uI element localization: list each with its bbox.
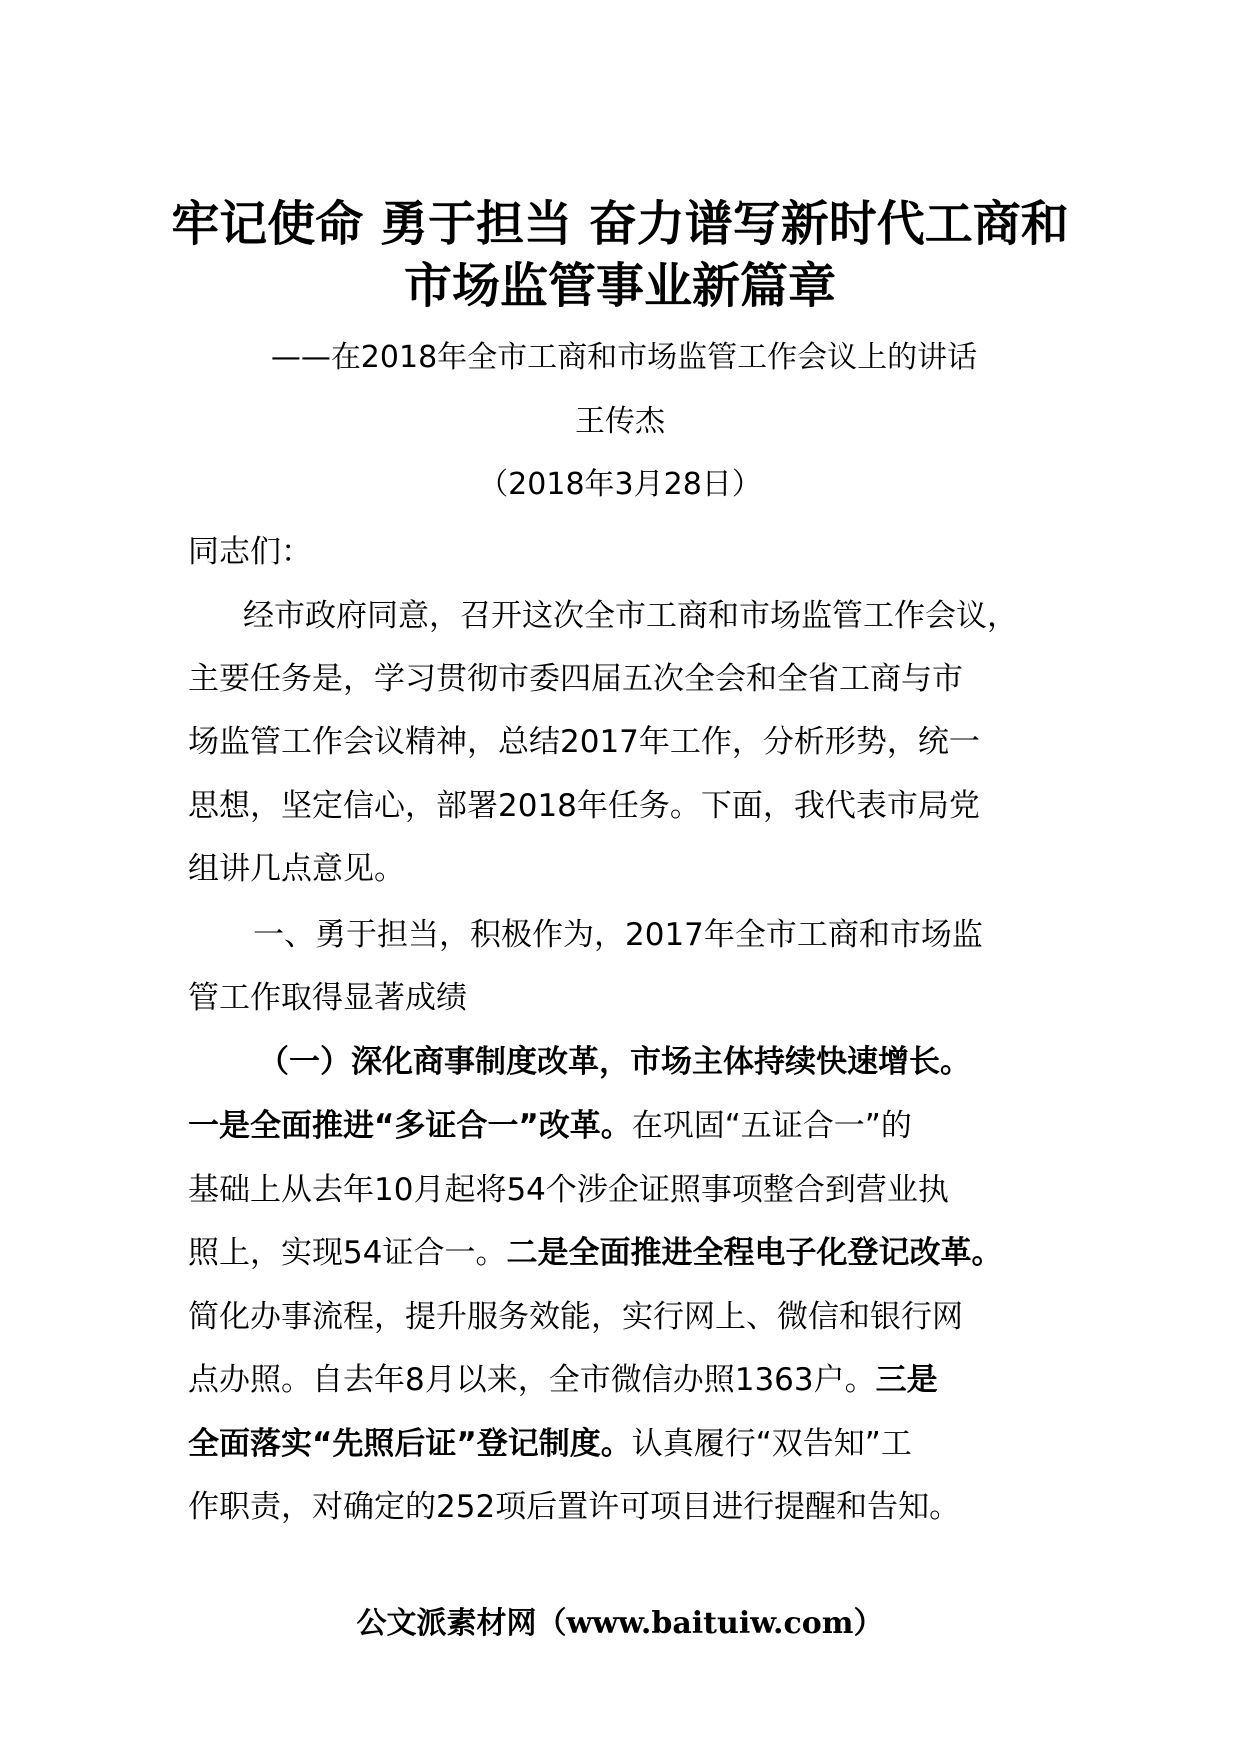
paragraph-line: 经市政府同意，召开这次全市工商和市场监管工作会议，: [243, 598, 1018, 634]
paragraph-line: [188, 1231, 1002, 1275]
paragraph-line: 思想，坚定信心，部署2018年任务。下面，我代表市局党: [188, 788, 980, 824]
author-name: 王传杰: [575, 404, 665, 439]
speech-date: （2018年3月28日）: [478, 467, 762, 502]
paragraph-line: 作职责，对确定的252项后置许可项目进行提醒和告知。: [188, 1489, 961, 1525]
paragraph-line: [188, 1422, 912, 1466]
document-title-line-1: 牢记使命 勇于担当 奋力谱写新时代工商和: [171, 196, 1069, 252]
paragraph-line: 场监管工作会议精神，总结2017年工作，分析形势，统一: [188, 724, 980, 760]
paragraph-text: 点办照。自去年8月以来，全市微信办照1363户。: [188, 1362, 876, 1398]
document-title-line-2: 市场监管事业新篇章: [403, 258, 836, 314]
bold-point-1: 一是全面推进“多证合一”改革。: [188, 1108, 632, 1144]
document-subtitle: ——在2018年全市工商和市场监管工作会议上的讲话: [270, 340, 978, 375]
paragraph-line: 组讲几点意见。: [188, 851, 405, 887]
paragraph-text: 认真履行“双告知”工: [631, 1426, 912, 1462]
subsection-heading-1: （一）深化商事制度改革，市场主体持续快速增长。: [258, 1044, 971, 1080]
paragraph-line: [188, 1104, 912, 1148]
bold-point-3: 三是: [875, 1362, 938, 1398]
heading-line: 一、勇于担当，积极作为，2017年全市工商和市场监: [253, 917, 983, 953]
paragraph-line: 简化办事流程，提升服务效能，实行网上、微信和银行网: [188, 1299, 963, 1335]
bold-point-3-cont: 全面落实“先照后证”登记制度。: [188, 1426, 632, 1462]
paragraph-text: 在巩固“五证合一”的: [631, 1108, 912, 1144]
salutation: 同志们：: [188, 534, 312, 570]
bold-point-2: 二是全面推进全程电子化登记改革。: [506, 1235, 1003, 1271]
paragraph-line: [188, 1358, 938, 1402]
heading-line: 管工作取得显著成绩: [188, 980, 467, 1016]
paragraph-line: 主要任务是，学习贯彻市委四届五次全会和全省工商与市: [188, 661, 963, 697]
paragraph-line: 基础上从去年10月起将54个涉企证照事项整合到营业执: [188, 1172, 949, 1208]
paragraph-text: 照上，实现54证合一。: [188, 1235, 507, 1271]
footer-watermark: 公文派素材网（www.baituiw.com）: [356, 1606, 884, 1641]
